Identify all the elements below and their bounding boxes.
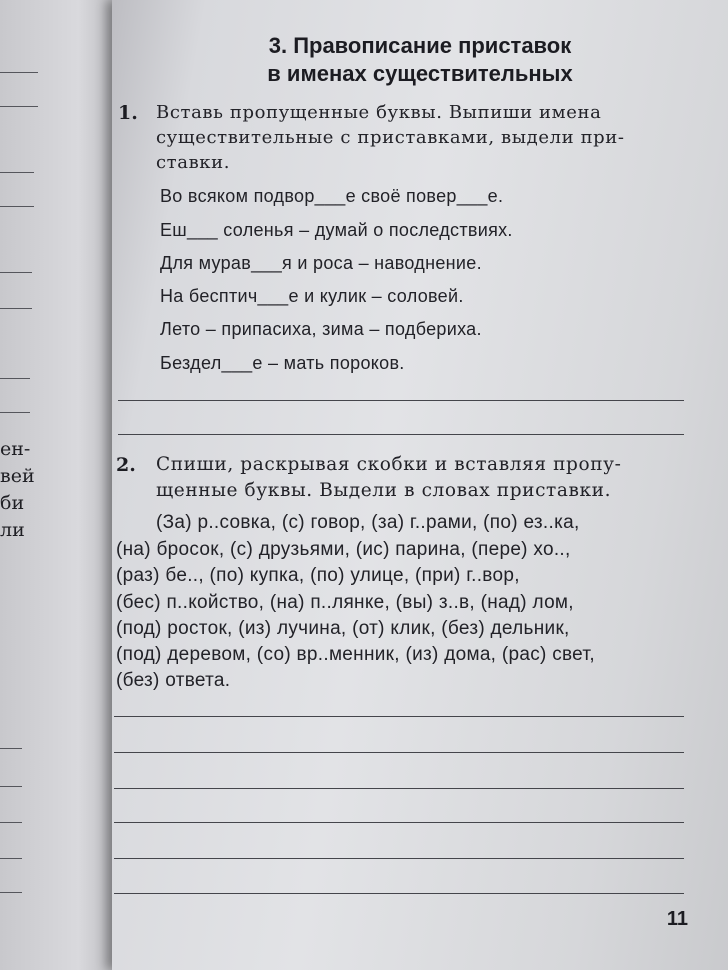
section-title [112, 32, 728, 88]
proverb-line: Лето – припасиха, зима – подбериха. [160, 319, 482, 339]
page-edge-text: ли [0, 519, 25, 541]
page-number: 11 [666, 908, 688, 930]
answer-line [118, 400, 684, 401]
exercise-text-line: (на) бросок, (с) друзьями, (ис) парина, (пере) хо.., [116, 539, 571, 560]
ruled-line [0, 308, 32, 309]
ruled-line [0, 72, 38, 73]
exercise-text-line: (под) росток, (из) лучина, (от) клик, (без) дельник, [116, 618, 570, 639]
exercise-text-line: (раз) бе.., (по) купка, (по) улице, (при) г..вор, [116, 565, 520, 586]
ruled-line [0, 206, 34, 207]
task-1-instruction: ставки. [156, 152, 231, 173]
proverb-line: На бесптич___е и кулик – соловей. [160, 286, 464, 306]
ruled-line [0, 892, 22, 893]
proverb-line: Во всяком подвор___е своё повер___е. [160, 186, 504, 206]
answer-line [114, 752, 684, 753]
task-1-number: 1. [118, 102, 138, 124]
workbook-page [112, 0, 728, 970]
task-2-instruction: Спиши, раскрывая скобки и вставляя пропу- [156, 454, 622, 475]
ruled-line [0, 412, 30, 413]
page-edge-text: ен- [0, 438, 31, 460]
page-edge-text: вей [0, 465, 35, 487]
answer-line [114, 716, 684, 717]
answer-line [114, 893, 684, 894]
ruled-line [0, 858, 22, 859]
answer-line [114, 788, 684, 789]
exercise-text-line: (без) ответа. [116, 670, 231, 691]
ruled-line [0, 786, 22, 787]
ruled-line [0, 748, 22, 749]
section-title-line2: в именах существительных [267, 61, 573, 86]
ruled-line [0, 822, 22, 823]
section-title-line1: 3. Правописание приставок [268, 33, 572, 58]
task-1-instruction: существительные с приставками, выдели при- [156, 127, 625, 148]
ruled-line [0, 172, 34, 173]
previous-page-edge [0, 0, 112, 970]
proverb-line: Для мурав___я и роса – наводнение. [160, 253, 482, 273]
proverb-line: Еш___ соленья – думай о последствиях. [160, 220, 513, 240]
task-1-instruction: Вставь пропущенные буквы. Выпиши имена [156, 102, 602, 123]
answer-line [114, 858, 684, 859]
exercise-text-line: (под) деревом, (со) вр..менник, (из) дома, (рас) свет, [116, 644, 595, 665]
task-2-instruction: щенные буквы. Выдели в словах приставки. [156, 480, 612, 501]
answer-line [118, 434, 684, 435]
answer-line [114, 822, 684, 823]
task-2-number: 2. [116, 454, 136, 476]
ruled-line [0, 272, 32, 273]
page-edge-text: би [0, 492, 25, 514]
proverb-line: Бездел___е – мать пороков. [160, 353, 405, 373]
ruled-line [0, 378, 30, 379]
ruled-line [0, 106, 38, 107]
exercise-text-line: (За) р..совка, (с) говор, (за) г..рами, (по) ез..ка, [156, 512, 580, 533]
exercise-text-line: (бес) п..койство, (на) п..лянке, (вы) з..в, (над) лом, [116, 592, 574, 613]
